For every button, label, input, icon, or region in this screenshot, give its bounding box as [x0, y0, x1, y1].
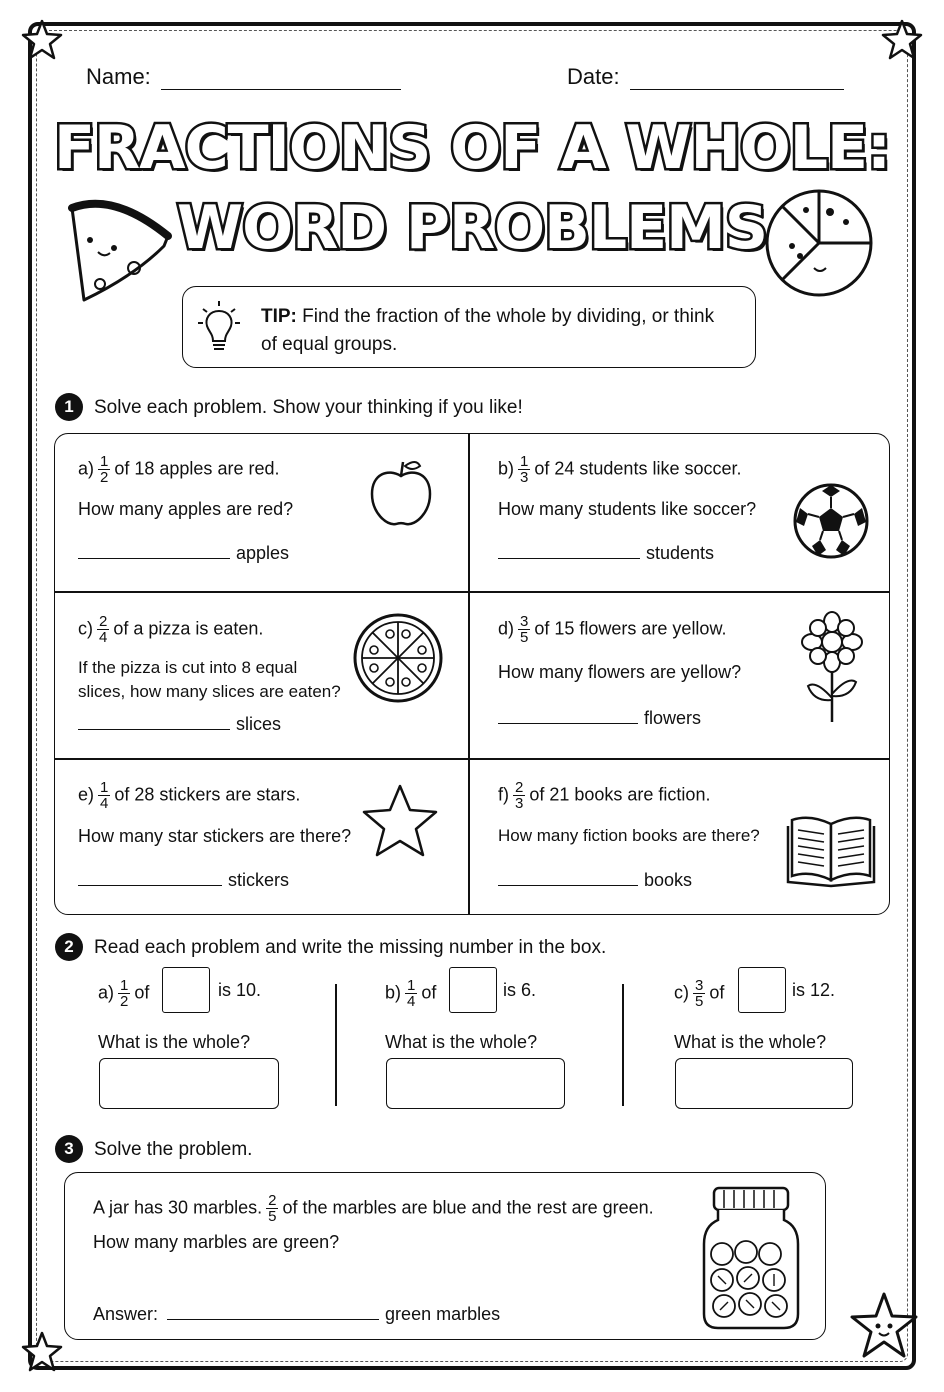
grid-divider: [54, 758, 890, 760]
smiling-star-icon: [846, 1290, 922, 1366]
section2-instruction: Read each problem and write the missing number in the box.: [94, 937, 607, 958]
missing-number-box-a[interactable]: [162, 967, 210, 1013]
problem-b-statement: b) $\frac{1}{3}$ of 24 students like soccer.: [498, 453, 742, 486]
grid-divider: [468, 433, 470, 915]
name-field[interactable]: [86, 64, 401, 90]
problem-a-question: How many apples are red?: [78, 499, 294, 519]
section3-question: How many marbles are green?: [93, 1232, 340, 1252]
date-line[interactable]: [630, 68, 844, 90]
section2-a-question: What is the whole?: [98, 1032, 251, 1052]
answer-line[interactable]: [78, 541, 230, 559]
problem-f-statement: f) $\frac{2}{3}$ of 21 books are fiction.: [498, 779, 711, 812]
answer-line[interactable]: [78, 868, 222, 886]
missing-number-box-c[interactable]: [738, 967, 786, 1013]
answer-line[interactable]: [498, 868, 638, 886]
column-divider: [622, 984, 624, 1106]
unit-label: students: [646, 543, 715, 563]
section2-a-result: is 10.: [218, 980, 262, 1000]
problem-d-statement: d) $\frac{3}{5}$ of 15 flowers are yellow.: [498, 613, 727, 646]
unit-label: stickers: [228, 870, 290, 890]
pizza-icon: [352, 612, 444, 704]
section1-instruction: Solve each problem. Show your thinking if you like!: [94, 397, 523, 418]
apple-icon: [368, 456, 434, 528]
tip-text-line1: Find the fraction of the whole by dividing, or think: [302, 306, 715, 327]
problem-d-answer[interactable]: [498, 706, 701, 730]
problem-f-question: How many fiction books are there?: [498, 826, 760, 845]
section2-problem-c: c) $\frac{3}{5}$ of: [674, 977, 725, 1010]
pie-fraction-icon: [762, 186, 876, 300]
fraction: $\frac{1}{3}$: [520, 453, 529, 486]
answer-label: Answer:: [93, 1304, 159, 1324]
problem-c-statement: c) $\frac{2}{4}$ of a pizza is eaten.: [78, 613, 264, 646]
unit-label: flowers: [644, 708, 702, 728]
star-corner-icon: [20, 1330, 64, 1374]
answer-box-a[interactable]: [99, 1058, 279, 1109]
tip-box: [182, 286, 756, 368]
answer-line[interactable]: [78, 712, 230, 730]
book-icon: [784, 812, 878, 892]
problem-f-answer[interactable]: [498, 868, 692, 892]
tip-label: TIP:: [261, 306, 297, 327]
section2-c-question: What is the whole?: [674, 1032, 827, 1052]
section-number-1: 1: [55, 393, 83, 421]
problem-a-answer[interactable]: [78, 541, 289, 565]
fraction: $\frac{2}{5}$: [268, 1192, 277, 1225]
pizza-slice-icon: [64, 196, 174, 308]
fraction: $\frac{1}{2}$: [120, 977, 129, 1010]
star-icon: [360, 782, 440, 860]
problem-c-answer[interactable]: [78, 712, 281, 736]
answer-line[interactable]: [498, 541, 640, 559]
problem-b-question: How many students like soccer?: [498, 499, 757, 519]
tip-text: [261, 303, 741, 359]
fraction: $\frac{1}{4}$: [100, 779, 109, 812]
section-number-2: 2: [55, 933, 83, 961]
section2-c-result: is 12.: [792, 980, 836, 1000]
fraction: $\frac{2}{3}$: [515, 779, 524, 812]
worksheet-title-line2: WORD PROBLEMS: [176, 193, 768, 263]
column-divider: [335, 984, 337, 1106]
fraction: $\frac{2}{4}$: [99, 613, 108, 646]
fraction: $\frac{1}{2}$: [100, 453, 109, 486]
unit-label: slices: [236, 714, 282, 734]
answer-line[interactable]: [498, 706, 638, 724]
problem-c-question-line1: If the pizza is cut into 8 equal: [78, 658, 298, 677]
problem-b-answer[interactable]: [498, 541, 714, 565]
flower-icon: [800, 610, 864, 726]
answer-box-b[interactable]: [386, 1058, 565, 1109]
tip-text-line2: of equal groups.: [261, 334, 398, 355]
problem-a-statement: a) $\frac{1}{2}$ of 18 apples are red.: [78, 453, 280, 486]
section2-problem-a: a) $\frac{1}{2}$ of: [98, 977, 150, 1010]
fraction: $\frac{3}{5}$: [695, 977, 704, 1010]
answer-box-c[interactable]: [675, 1058, 853, 1109]
section2-b-result: is 6.: [503, 980, 537, 1000]
unit-label: green marbles: [385, 1304, 501, 1324]
unit-label: books: [644, 870, 693, 890]
lightbulb-icon: [197, 299, 241, 355]
section3-statement: A jar has 30 marbles. $\frac{2}{5}$ of the marbles are blue and the rest are green.: [93, 1192, 654, 1225]
answer-line[interactable]: [167, 1302, 379, 1320]
missing-number-box-b[interactable]: [449, 967, 497, 1013]
date-label: Date:: [567, 64, 620, 89]
problem-e-statement: e) $\frac{1}{4}$ of 28 stickers are stars.: [78, 779, 301, 812]
soccer-ball-icon: [792, 482, 870, 560]
section2-problem-b: b) $\frac{1}{4}$ of: [385, 977, 437, 1010]
problem-d-question: How many flowers are yellow?: [498, 662, 742, 682]
unit-label: apples: [236, 543, 290, 563]
problem-e-answer[interactable]: [78, 868, 289, 892]
marble-jar-icon: [700, 1186, 802, 1332]
problem-e-question: How many star stickers are there?: [78, 826, 352, 846]
fraction: $\frac{1}{4}$: [407, 977, 416, 1010]
section3-instruction: Solve the problem.: [94, 1139, 253, 1160]
worksheet-title-line1: FRACTIONS OF A WHOLE:: [53, 113, 891, 183]
name-line[interactable]: [161, 68, 401, 90]
section-number-3: 3: [55, 1135, 83, 1163]
section3-answer[interactable]: [93, 1302, 500, 1326]
fraction: $\frac{3}{5}$: [520, 613, 529, 646]
name-label: Name:: [86, 64, 151, 89]
star-corner-icon: [20, 18, 64, 62]
date-field[interactable]: [567, 64, 844, 90]
section2-b-question: What is the whole?: [385, 1032, 538, 1052]
star-corner-icon: [880, 18, 924, 62]
grid-divider: [54, 591, 890, 593]
problem-c-question-line2: slices, how many slices are eaten?: [78, 682, 341, 701]
